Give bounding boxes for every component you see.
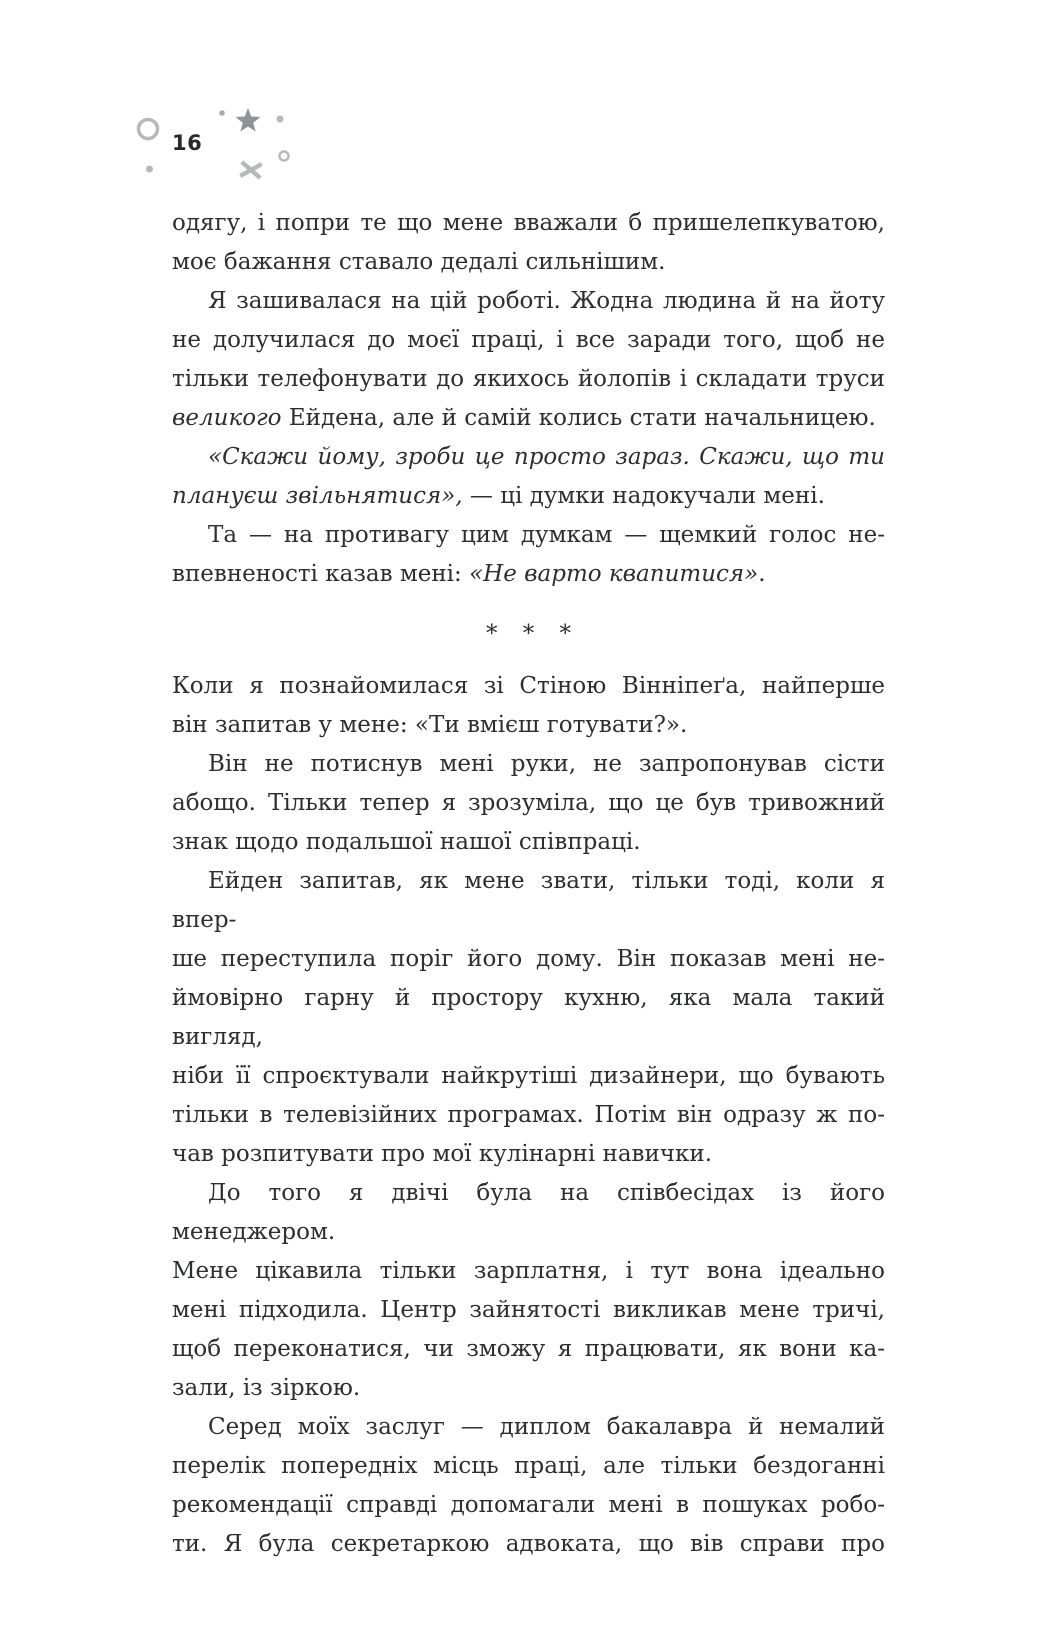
text-line: [172, 1447, 885, 1486]
text-segment: — ці думки надокучали мені.: [462, 483, 825, 509]
italic-text-segment: «Не варто квапитися»: [469, 561, 759, 587]
text-segment: Мене цікавила тільки зарплатня, і тут вона ідеально: [172, 1258, 885, 1284]
text-segment: Ейдена, але й самій колись стати начальницею.: [281, 405, 876, 431]
text-segment: знак щодо подальшої нашої співпраці.: [172, 829, 641, 855]
text-block: [172, 204, 885, 1564]
ring-icon: [139, 120, 158, 139]
text-segment: абощо. Тільки тепер я зрозуміла, що це був тривожний: [172, 790, 885, 816]
text-segment: він запитав у мене: «Ти вмієш готувати?».: [172, 712, 688, 738]
text-segment: тільки телефонувати до якихось йолопів і складати труси: [172, 366, 885, 392]
text-segment: не долучилася до моєї праці, і все заради того, щоб не: [172, 327, 885, 353]
text-segment: ти. Я була секретаркою адвоката, що вів справи про: [172, 1531, 885, 1557]
text-segment: рекомендації справді допомагали мені в пошуках робо-: [172, 1492, 885, 1518]
text-line: [172, 1408, 885, 1447]
paragraph: [172, 1408, 885, 1564]
page-number: 16: [172, 131, 203, 155]
small-ring-icon: [280, 152, 289, 161]
text-segment: Коли я познайомилася зі Стіною Вінніпеґа, найперше: [172, 673, 885, 699]
paragraph: [172, 862, 885, 1174]
paragraph: [172, 438, 885, 516]
text-line: [172, 1369, 885, 1408]
text-line: [172, 282, 885, 321]
header-ornament: [125, 95, 305, 185]
paragraph: [172, 204, 885, 282]
text-segment: моє бажання ставало дедалі сильнішим.: [172, 249, 666, 275]
text-line: [172, 555, 885, 594]
text-segment: впевненості казав мені:: [172, 561, 470, 587]
text-line: [172, 1291, 885, 1330]
text-segment: .: [758, 561, 766, 587]
text-line: [172, 667, 885, 706]
dot-icon: [219, 110, 225, 116]
text-line: [172, 1525, 885, 1564]
text-segment: До того я двічі була на співбесідах із його менеджером.: [172, 1180, 885, 1245]
italic-text-segment: великого: [172, 405, 282, 431]
text-line: [172, 360, 885, 399]
dot-icon: [277, 116, 284, 123]
text-line: [172, 204, 885, 243]
text-line: [172, 1486, 885, 1525]
text-line: [172, 1330, 885, 1369]
text-line: [172, 399, 885, 438]
text-segment: ніби її спроєктували найкрутіші дизайнери, що бувають: [172, 1063, 885, 1089]
text-segment: чав розпитувати про мої кулінарні навички.: [172, 1141, 713, 1167]
text-segment: перелік попередніх місць праці, але тільки бездоганні: [172, 1453, 885, 1479]
paragraph: [172, 516, 885, 594]
text-line: [172, 438, 885, 477]
text-line: [172, 477, 885, 516]
paragraph: [172, 745, 885, 862]
text-segment: Я зашивалася на цій роботі. Жодна людина й на йоту: [208, 288, 885, 314]
text-segment: Та — на противагу цим думкам — щемкий голос не-: [208, 522, 885, 548]
text-segment: одягу, і попри те що мене вважали б пришелепкуватою,: [172, 210, 885, 236]
text-segment: мені підходила. Центр зайнятості викликав мене тричі,: [172, 1297, 885, 1323]
text-segment: Серед моїх заслуг — диплом бакалавра й немалий: [208, 1414, 885, 1440]
italic-text-segment: плануєш звільнятися»,: [172, 483, 463, 509]
section-separator: * * *: [485, 621, 581, 647]
text-line: [172, 706, 885, 745]
text-line: [172, 784, 885, 823]
text-line: [172, 1096, 885, 1135]
text-line: [172, 823, 885, 862]
italic-text-segment: «Скажи йому, зроби це просто зараз. Скажи, що ти: [208, 444, 885, 470]
text-line: [172, 745, 885, 784]
cross-icon: [240, 162, 261, 178]
text-line: [172, 862, 885, 940]
text-line: [172, 979, 885, 1057]
paragraph: [172, 282, 885, 438]
text-segment: зали, із зіркою.: [172, 1375, 361, 1401]
text-segment: ше переступила поріг його дому. Він показав мені не-: [172, 946, 885, 972]
text-line: [172, 516, 885, 555]
paragraph: [172, 667, 885, 745]
text-line: [172, 321, 885, 360]
text-line: [172, 1252, 885, 1291]
paragraph: [172, 1174, 885, 1408]
text-line: [172, 1057, 885, 1096]
dot-icon: [146, 166, 153, 173]
text-line: [172, 1135, 885, 1174]
text-segment: тільки в телевізійних програмах. Потім він одразу ж по-: [172, 1102, 885, 1128]
text-segment: ймовірно гарну й простору кухню, яка мала такий вигляд,: [172, 985, 885, 1050]
text-segment: щоб переконатися, чи зможу я працювати, як вони ка-: [172, 1336, 885, 1362]
text-line: [172, 243, 885, 282]
text-segment: Він не потиснув мені руки, не запропонував сісти: [208, 751, 885, 777]
star-icon: [236, 108, 261, 132]
text-segment: Ейден запитав, як мене звати, тільки тоді, коли я впер-: [172, 868, 885, 933]
text-line: [172, 940, 885, 979]
text-line: [172, 1174, 885, 1252]
